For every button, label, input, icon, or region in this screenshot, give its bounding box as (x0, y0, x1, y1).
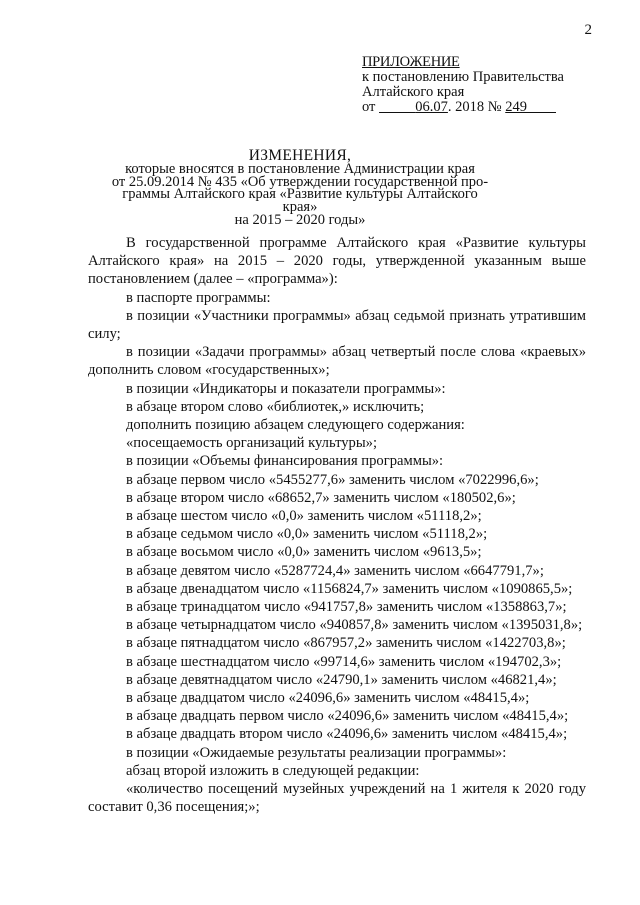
document-date: 06.07 (415, 99, 448, 115)
paragraph: в паспорте программы: (126, 289, 271, 306)
paragraph: в абзаце втором слово «библиотек,» исключить; (126, 398, 425, 415)
appendix-heading: ПРИЛОЖЕНИЕ (362, 54, 460, 70)
paragraph: в абзаце шестнадцатом число «99714,6» заменить числом «194702,3»; (126, 653, 562, 670)
paragraph: в абзаце двадцатом число «24096,6» заменить числом «48415,4»; (126, 690, 530, 707)
page-number: 2 (584, 22, 592, 38)
title-line-4: на 2015 – 2020 годы» (234, 211, 366, 228)
appendix-block (362, 55, 564, 115)
paragraph: в позиции «Задачи программы» абзац четвертый после слова «краевых» дополнить словом «государственных»; (88, 344, 586, 379)
paragraph: в абзаце двенадцатом число «1156824,7» заменить числом «1090865,5»; (126, 580, 573, 597)
paragraph: дополнить позицию абзацем следующего содержания: (126, 417, 465, 434)
paragraph: в абзаце девятом число «5287724,4» заменить числом «6647791,7»; (126, 562, 544, 579)
document-year: . 2018 № (447, 99, 502, 115)
paragraph: в абзаце тринадцатом число «941757,8» заменить числом «1358863,7»; (126, 599, 567, 616)
paragraph: в абзаце четырнадцатом число «940857,8» заменить числом «1395031,8»; (126, 617, 583, 634)
paragraph: в абзаце втором число «68652,7» заменить числом «180502,6»; (126, 489, 516, 506)
paragraph: в позиции «Индикаторы и показатели программы»: (126, 380, 446, 397)
paragraph: в абзаце первом число «5455277,6» заменить числом «7022996,6»; (126, 471, 539, 488)
paragraph: «посещаемость организаций культуры»; (126, 435, 378, 452)
title-line-1: которые вносятся в постановление Администрации края (125, 160, 475, 177)
paragraph: в абзаце восьмом число «0,0» заменить числом «9613,5»; (126, 544, 482, 561)
paragraph: в абзаце девятнадцатом число «24790,1» заменить числом «46821,4»; (126, 671, 557, 688)
appendix-line-1: к постановлению Правительства (362, 69, 564, 85)
title-line-2: от 25.09.2014 № 435 «Об утверждении государственной про- (111, 173, 489, 190)
paragraph: в позиции «Участники программы» абзац седьмой признать утратившим силу; (88, 307, 586, 343)
document-number: 249 (505, 99, 527, 115)
paragraph: в абзаце двадцать втором число «24096,6» заменить числом «48415,4»; (126, 726, 568, 743)
appendix-date-line (362, 100, 564, 115)
paragraph-intro: В государственной программе Алтайского края «Развитие культуры Алтайского края» на 2015 – 2020 годы, утвержденной указанным выше постановлением (далее – «программа»): (88, 235, 586, 288)
paragraph: в позиции «Ожидаемые результаты реализации программы»: (126, 744, 507, 761)
document-title (110, 147, 490, 228)
document-body (88, 234, 586, 817)
paragraph: в абзаце шестом число «0,0» заменить числом «51118,2»; (126, 508, 482, 525)
paragraph: в абзаце седьмом число «0,0» заменить числом «51118,2»; (126, 526, 488, 543)
appendix-line-2: Алтайского края (362, 84, 465, 100)
paragraph: в абзаце двадцать первом число «24096,6» заменить числом «48415,4»; (126, 708, 569, 725)
title-heading: ИЗМЕНЕНИЯ, (248, 147, 352, 164)
paragraph: «количество посещений музейных учреждений на 1 жителя к 2020 году составит 0,36 посещения;»; (88, 781, 586, 816)
paragraph: в позиции «Объемы финансирования программы»: (126, 453, 444, 470)
paragraph: в абзаце пятнадцатом число «867957,2» заменить числом «1422703,8»; (126, 635, 566, 652)
title-line-3: граммы Алтайского края «Развитие культуры Алтайского края» (122, 186, 478, 216)
paragraph: абзац второй изложить в следующей редакции: (126, 762, 420, 779)
date-prefix: от (362, 99, 376, 115)
